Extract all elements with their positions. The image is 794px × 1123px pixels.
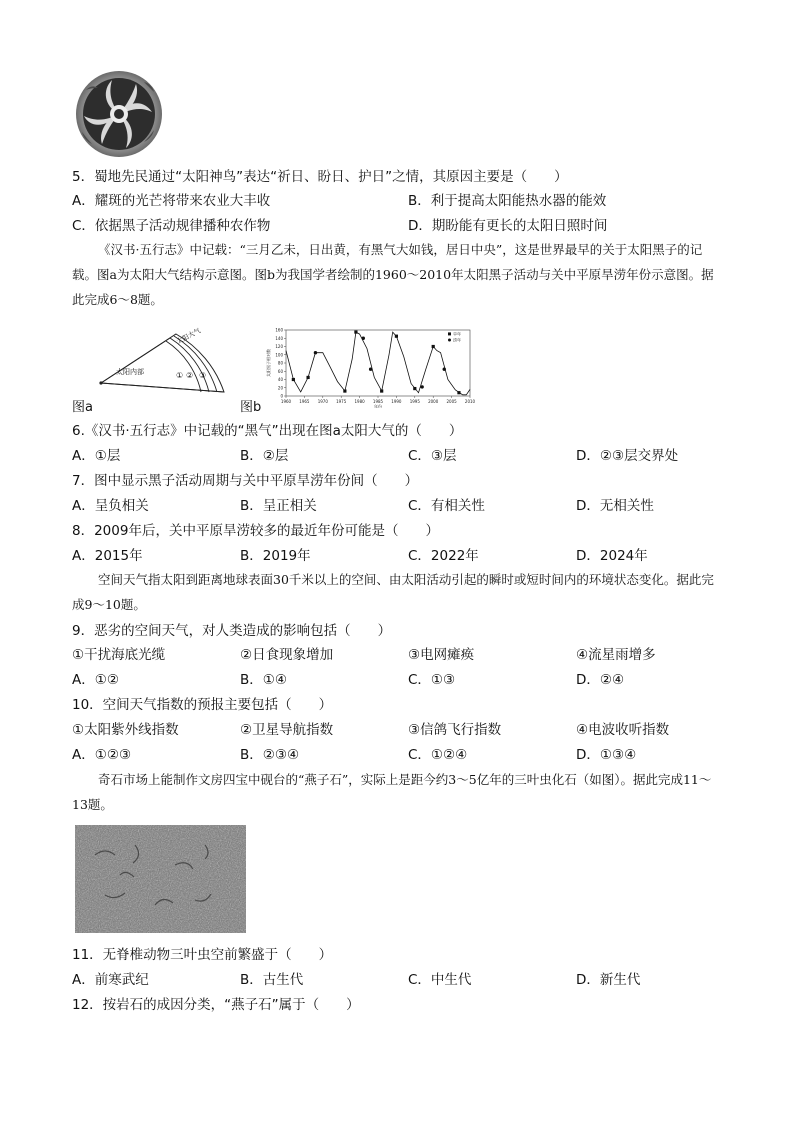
q9-item-3: ③电网瘫痪 bbox=[408, 647, 475, 663]
q10-item-1: ①太阳紫外线指数 bbox=[72, 722, 179, 738]
q6-option-b[interactable]: B．②层 bbox=[240, 448, 289, 464]
sun-bird-image bbox=[74, 70, 164, 158]
q8-option-a[interactable]: A．2015年 bbox=[72, 548, 143, 564]
y-tick-label: 40 bbox=[277, 377, 283, 382]
q7-option-d[interactable]: D．无相关性 bbox=[576, 498, 654, 514]
q8-option-b[interactable]: B．2019年 bbox=[240, 548, 311, 564]
sunspot-series-line bbox=[286, 332, 470, 395]
figure-a-layer-3: ③ bbox=[199, 371, 207, 380]
flood-year-marker bbox=[369, 367, 372, 370]
q8-stem: 8．2009年后，关中平原旱涝较多的最近年份可能是（ ） bbox=[72, 523, 439, 539]
q9-option-b[interactable]: B．①④ bbox=[240, 672, 287, 688]
figure-a-outer-label: 太阳大气 bbox=[175, 326, 202, 346]
figure-a-caption: 图a bbox=[72, 400, 93, 415]
x-tick-label: 1960 bbox=[280, 399, 292, 404]
figure-a-inner-label: 太阳内部 bbox=[116, 368, 144, 376]
drought-year-marker bbox=[343, 389, 346, 392]
trilobite-fossil-image bbox=[75, 825, 246, 933]
q9-option-c[interactable]: C．①③ bbox=[408, 672, 456, 688]
x-tick-label: 1980 bbox=[354, 399, 365, 404]
q9-stem: 9．恶劣的空间天气，对人类造成的影响包括（ ） bbox=[72, 623, 392, 639]
q11-stem: 11．无脊椎动物三叶虫空前繁盛于（ ） bbox=[72, 947, 333, 963]
q10-item-3: ③信鸽飞行指数 bbox=[408, 722, 502, 738]
flood-year-marker bbox=[443, 367, 446, 370]
y-tick-label: 120 bbox=[275, 344, 283, 349]
q11-option-d[interactable]: D．新生代 bbox=[576, 972, 641, 988]
y-tick-label: 0 bbox=[280, 393, 283, 399]
q10-item-2: ②卫星导航指数 bbox=[240, 722, 334, 738]
y-tick-label: 140 bbox=[275, 335, 283, 341]
drought-year-marker bbox=[306, 376, 309, 379]
q11-option-c[interactable]: C．中生代 bbox=[408, 972, 472, 988]
q10-stem: 10．空间天气指数的预报主要包括（ ） bbox=[72, 697, 333, 713]
x-tick-label: 1970 bbox=[317, 399, 328, 404]
x-tick-label: 1990 bbox=[391, 399, 402, 404]
intro-passage-sunspot: 《汉书·五行志》中记载：“三月乙未，日出黄，有黑气大如钱，居日中央”，这是世界最早的关于太阳黑子的记载。图a为太阳大气结构示意图。图b为我国学者绘制的1960～2010年太阳黑子活动与关中平原旱涝年份示意图。据此完成6～8题。 bbox=[72, 242, 714, 307]
q6-stem: 6.《汉书·五行志》中记载的“黑气”出现在图a太阳大气的（ ） bbox=[72, 423, 463, 439]
legend-drought-label: 旱年 bbox=[453, 331, 461, 337]
legend-drought-swatch bbox=[448, 332, 451, 335]
intro-passage-trilobite: 奇石市场上能制作文房四宝中砚台的“燕子石”，实际上是距今约3～5亿年的三叶虫化石（如图）。据此完成11～13题。 bbox=[72, 772, 712, 812]
intro-passage-space-weather: 空间天气指太阳到距离地球表面30千米以上的空间、由太阳活动引起的瞬时或短时间内的环境状态变化。据此完成9～10题。 bbox=[72, 572, 714, 612]
q11-option-a[interactable]: A．前寒武纪 bbox=[72, 972, 149, 988]
x-tick-label: 2000 bbox=[428, 399, 439, 404]
figure-a-solar-atmosphere bbox=[96, 326, 226, 396]
q10-option-b[interactable]: B．②③④ bbox=[240, 747, 300, 763]
q5-option-a[interactable]: A．耀斑的光芒将带来农业大丰收 bbox=[72, 193, 271, 209]
q5-option-c[interactable]: C．依据黑子活动规律播种农作物 bbox=[72, 218, 271, 234]
q10-option-c[interactable]: C．①②④ bbox=[408, 747, 468, 763]
q12-stem: 12．按岩石的成因分类，“燕子石”属于（ ） bbox=[72, 997, 360, 1013]
legend-flood-label: 涝年 bbox=[453, 337, 461, 343]
q6-option-d[interactable]: D．②③层交界处 bbox=[576, 448, 679, 464]
drought-year-marker bbox=[354, 330, 357, 333]
flood-year-marker bbox=[314, 351, 317, 354]
q8-option-d[interactable]: D．2024年 bbox=[576, 548, 648, 564]
q10-item-4: ④电波收听指数 bbox=[576, 722, 670, 738]
x-tick-label: 1975 bbox=[336, 399, 347, 404]
q5-stem: 5．蜀地先民通过“太阳神鸟”表达“祈日、盼日、护日”之情，其原因主要是（ ） bbox=[72, 169, 568, 185]
figure-a-layer-2: ② bbox=[186, 371, 194, 380]
y-tick-label: 80 bbox=[277, 360, 283, 366]
y-tick-label: 60 bbox=[277, 368, 283, 374]
q7-stem: 7．图中显示黑子活动周期与关中平原旱涝年份间（ ） bbox=[72, 473, 419, 489]
x-tick-label: 2010 bbox=[464, 399, 476, 404]
q6-option-c[interactable]: C．③层 bbox=[408, 448, 457, 464]
x-axis-label: 年份 bbox=[374, 404, 382, 408]
drought-year-marker bbox=[432, 345, 435, 348]
q7-option-c[interactable]: C．有相关性 bbox=[408, 498, 485, 514]
y-tick-label: 100 bbox=[275, 352, 283, 358]
q7-option-a[interactable]: A．呈负相关 bbox=[72, 498, 149, 514]
chart-frame bbox=[286, 330, 470, 396]
flood-year-marker bbox=[420, 385, 423, 388]
figure-a-layer-1: ① bbox=[176, 371, 184, 380]
y-tick-label: 160 bbox=[275, 327, 283, 333]
q5-option-d[interactable]: D．期盼能有更长的太阳日照时间 bbox=[408, 218, 608, 234]
drought-year-marker bbox=[395, 335, 398, 338]
y-axis-label: 太阳黑子相对数 bbox=[266, 349, 271, 377]
x-tick-label: 1965 bbox=[299, 399, 310, 404]
q11-option-b[interactable]: B．古生代 bbox=[240, 972, 304, 988]
q8-option-c[interactable]: C．2022年 bbox=[408, 548, 479, 564]
figure-b-caption: 图b bbox=[240, 400, 262, 415]
q9-option-d[interactable]: D．②④ bbox=[576, 672, 625, 688]
q9-item-2: ②日食现象增加 bbox=[240, 647, 334, 663]
q10-option-d[interactable]: D．①③④ bbox=[576, 747, 637, 763]
x-tick-label: 1985 bbox=[372, 399, 384, 404]
q6-option-a[interactable]: A．①层 bbox=[72, 448, 121, 464]
q5-option-b[interactable]: B．利于提高太阳能热水器的能效 bbox=[408, 193, 607, 209]
q10-option-a[interactable]: A．①②③ bbox=[72, 747, 132, 763]
drought-year-marker bbox=[380, 389, 383, 392]
figure-b-chart bbox=[264, 322, 476, 408]
y-tick-label: 20 bbox=[277, 385, 283, 391]
flood-year-marker bbox=[362, 337, 365, 340]
x-tick-label: 1995 bbox=[409, 399, 420, 404]
legend-flood-swatch bbox=[448, 339, 451, 342]
q9-item-1: ①干扰海底光缆 bbox=[72, 647, 166, 663]
q7-option-b[interactable]: B．呈正相关 bbox=[240, 498, 317, 514]
drought-year-marker bbox=[413, 387, 416, 390]
x-tick-label: 2005 bbox=[446, 399, 457, 404]
q9-item-4: ④流星雨增多 bbox=[576, 647, 656, 663]
q9-option-a[interactable]: A．①② bbox=[72, 672, 119, 688]
drought-year-marker bbox=[292, 378, 295, 381]
drought-year-marker bbox=[457, 391, 460, 394]
